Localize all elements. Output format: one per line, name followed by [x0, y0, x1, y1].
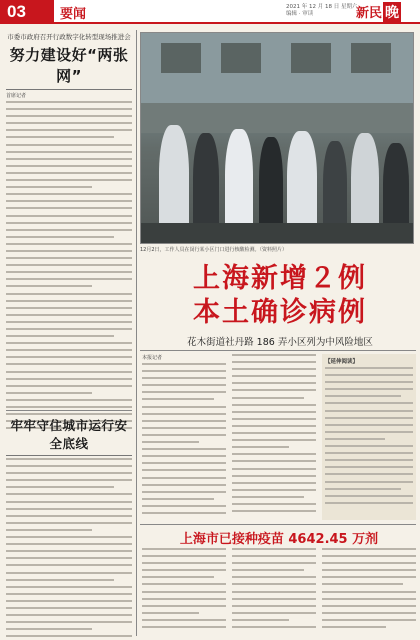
header-editors: 编辑 · 审读: [286, 11, 314, 17]
main-headline-line2: 本土确诊病例: [193, 297, 367, 328]
main-story-byline: 本报记者: [142, 355, 163, 361]
story-body-text: [232, 354, 316, 520]
main-story-col-1[interactable]: [142, 354, 226, 523]
logo-mark: 晚: [383, 2, 401, 22]
section-title: 要闻: [60, 7, 87, 22]
story-kicker: 市委市政府召开行政数字化转型现场推进会: [7, 33, 131, 41]
main-story-col-2[interactable]: [232, 354, 316, 520]
main-headline: [144, 262, 416, 330]
sidebar-box[interactable]: [322, 354, 416, 520]
main-subheadline: 花木街道社丹路 186 弄小区列为中风险地区: [187, 337, 373, 348]
page-header: [0, 0, 420, 24]
vaccine-col-2: [232, 548, 316, 634]
vaccine-story[interactable]: [142, 528, 416, 547]
story-divider: [140, 524, 416, 525]
vaccine-col-1: [142, 548, 226, 634]
sidebar-box-title: 【延伸阅读】: [325, 359, 359, 365]
logo-word: 新民: [356, 6, 383, 21]
newspaper-logo: [356, 2, 416, 22]
story-divider: [6, 410, 132, 411]
story-body-text: [142, 363, 226, 523]
story-body-text: [232, 548, 316, 634]
story-body-text: [6, 458, 132, 640]
story-body-text: [6, 101, 132, 433]
vaccine-col-3: [322, 548, 416, 634]
headline-divider: [140, 350, 416, 351]
story-byline: 首席记者: [6, 93, 27, 99]
news-photo[interactable]: [140, 32, 414, 244]
story-body-text: [142, 548, 226, 634]
story-city-safety[interactable]: [6, 416, 132, 640]
story-headline: 努力建设好“两张网”: [9, 46, 129, 85]
story-body-text: [322, 548, 416, 634]
header-date: 2021 年 12 月 18 日 星期六: [286, 4, 358, 10]
photo-caption: 12月2日，工作人员在闵行某小区门口进行核酸检测。（资料照片）: [140, 247, 288, 253]
story-two-networks[interactable]: [6, 32, 132, 433]
headline-rule: [6, 89, 132, 90]
headline-rule: [6, 455, 132, 456]
vaccine-headline: 上海市已接种疫苗 4642.45 万剂: [179, 532, 379, 547]
page-number: 03: [0, 0, 54, 24]
header-meta: [286, 4, 357, 18]
story-headline: 牢牢守住城市运行安全底线: [10, 418, 128, 451]
column-divider: [136, 30, 137, 636]
main-headline-line1: 上海新增２例: [193, 263, 367, 294]
story-body-text: [325, 367, 413, 517]
